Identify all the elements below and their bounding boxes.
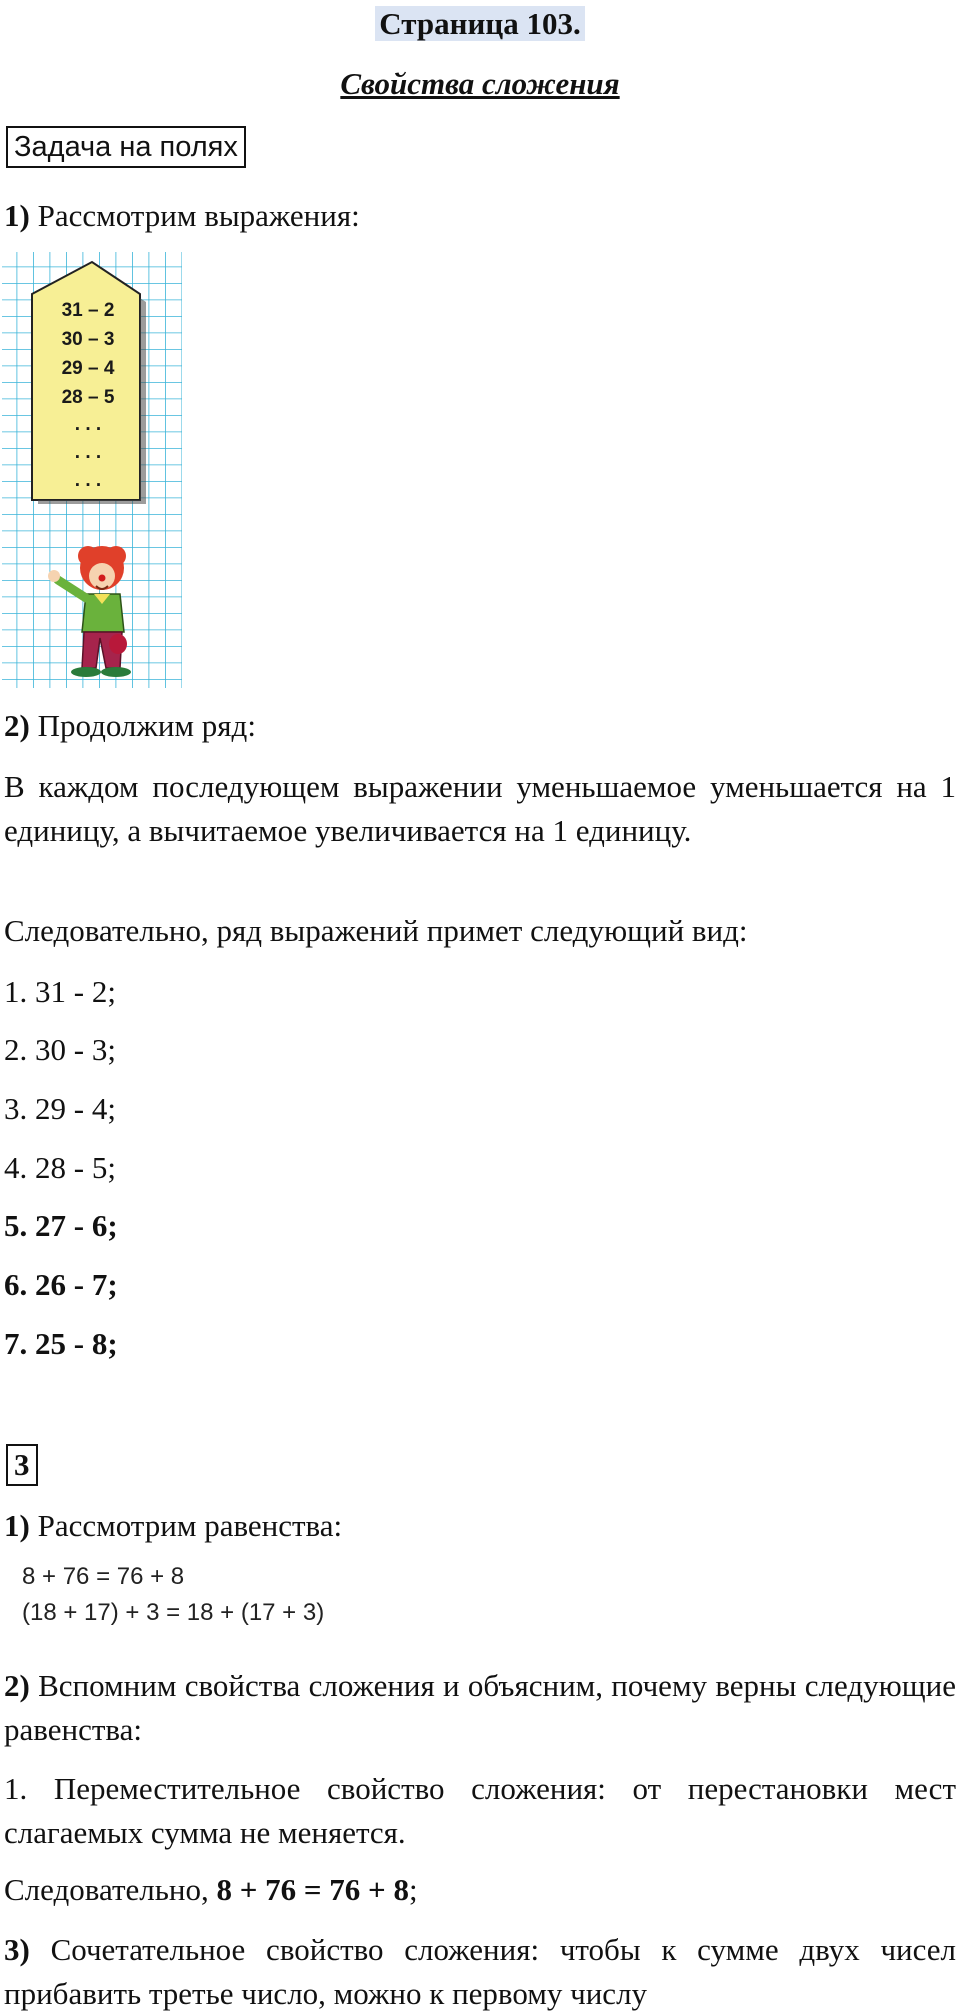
section-subtitle: Свойства сложения xyxy=(340,66,620,101)
step-text: Вспомним свойства сложения и объясним, почему верны следующие равенства: xyxy=(4,1668,956,1747)
expressions-sign-illustration xyxy=(0,250,186,690)
sign-shape xyxy=(32,262,140,500)
conclusion-equation: 8 + 76 = 76 + 8 xyxy=(216,1872,409,1907)
list-item: 6. 26 - 7; xyxy=(4,1267,118,1302)
list-item: 4. 28 - 5; xyxy=(4,1150,116,1185)
sign-item: . . . xyxy=(74,470,102,491)
list-item: 2. 30 - 3; xyxy=(4,1032,116,1067)
conclusion-prefix: Следовательно, xyxy=(4,1872,217,1907)
page-title xyxy=(0,4,960,44)
step-number: 1) xyxy=(4,198,30,233)
sign-item: . . . xyxy=(74,414,102,435)
list-item: 5. 27 - 6; xyxy=(4,1208,118,1243)
step-text: Сочетательное свойство сложения: чтобы к сумме двух чисел прибавить третье число, можно к первому числу xyxy=(4,1932,956,2011)
list-item: 7. 25 - 8; xyxy=(4,1326,118,1361)
sign-item: 30 – 3 xyxy=(61,329,115,350)
property-paragraph: 1. Переместительное свойство сложения: от перестановки мест слагаемых сумма не меняется. xyxy=(4,1771,956,1850)
margin-task-label: Задача на полях xyxy=(6,126,246,168)
list-item: 1. 31 - 2; xyxy=(4,974,116,1009)
sign-item: 28 – 5 xyxy=(61,387,115,408)
step-text: Рассмотрим выражения: xyxy=(29,198,360,233)
sign-item: 29 – 4 xyxy=(61,358,115,379)
document-page xyxy=(0,4,960,2014)
sign-item: 31 – 2 xyxy=(61,300,115,321)
step-text: Рассмотрим равенства: xyxy=(29,1508,343,1543)
equation: (18 + 17) + 3 = 18 + (17 + 3) xyxy=(22,1599,325,1626)
step-text: Продолжим ряд: xyxy=(29,708,256,743)
sign-item: . . . xyxy=(74,442,102,463)
task-number: 3 xyxy=(6,1444,38,1486)
conclusion-line xyxy=(4,1868,956,1912)
conclusion-suffix: ; xyxy=(408,1872,418,1907)
step-number: 2) xyxy=(4,1668,30,1703)
step-number: 3) xyxy=(4,1932,30,1967)
margin-task-step2 xyxy=(4,704,956,748)
page-title-text: Страница 103. xyxy=(375,6,584,41)
step-number: 1) xyxy=(4,1508,30,1543)
list-item: 3. 29 - 4; xyxy=(4,1091,116,1126)
task3-step2 xyxy=(4,1664,956,1752)
task3-step3 xyxy=(4,1928,956,2016)
task3-step1 xyxy=(4,1504,956,1548)
step-number: 2) xyxy=(4,708,30,743)
task3-number-wrap xyxy=(6,1444,960,1486)
margin-task-label-wrap xyxy=(6,126,960,168)
equation: 8 + 76 = 76 + 8 xyxy=(22,1563,185,1590)
equations-block xyxy=(22,1559,382,1631)
margin-task-step1 xyxy=(4,194,956,238)
margin-task-paragraph: В каждом последующем выражении уменьшаемое уменьшается на 1 единицу, а вычитаемое увеличивается на 1 единицу. xyxy=(4,769,956,848)
margin-task-paragraph: Следовательно, ряд выражений примет следующий вид: xyxy=(4,913,748,948)
